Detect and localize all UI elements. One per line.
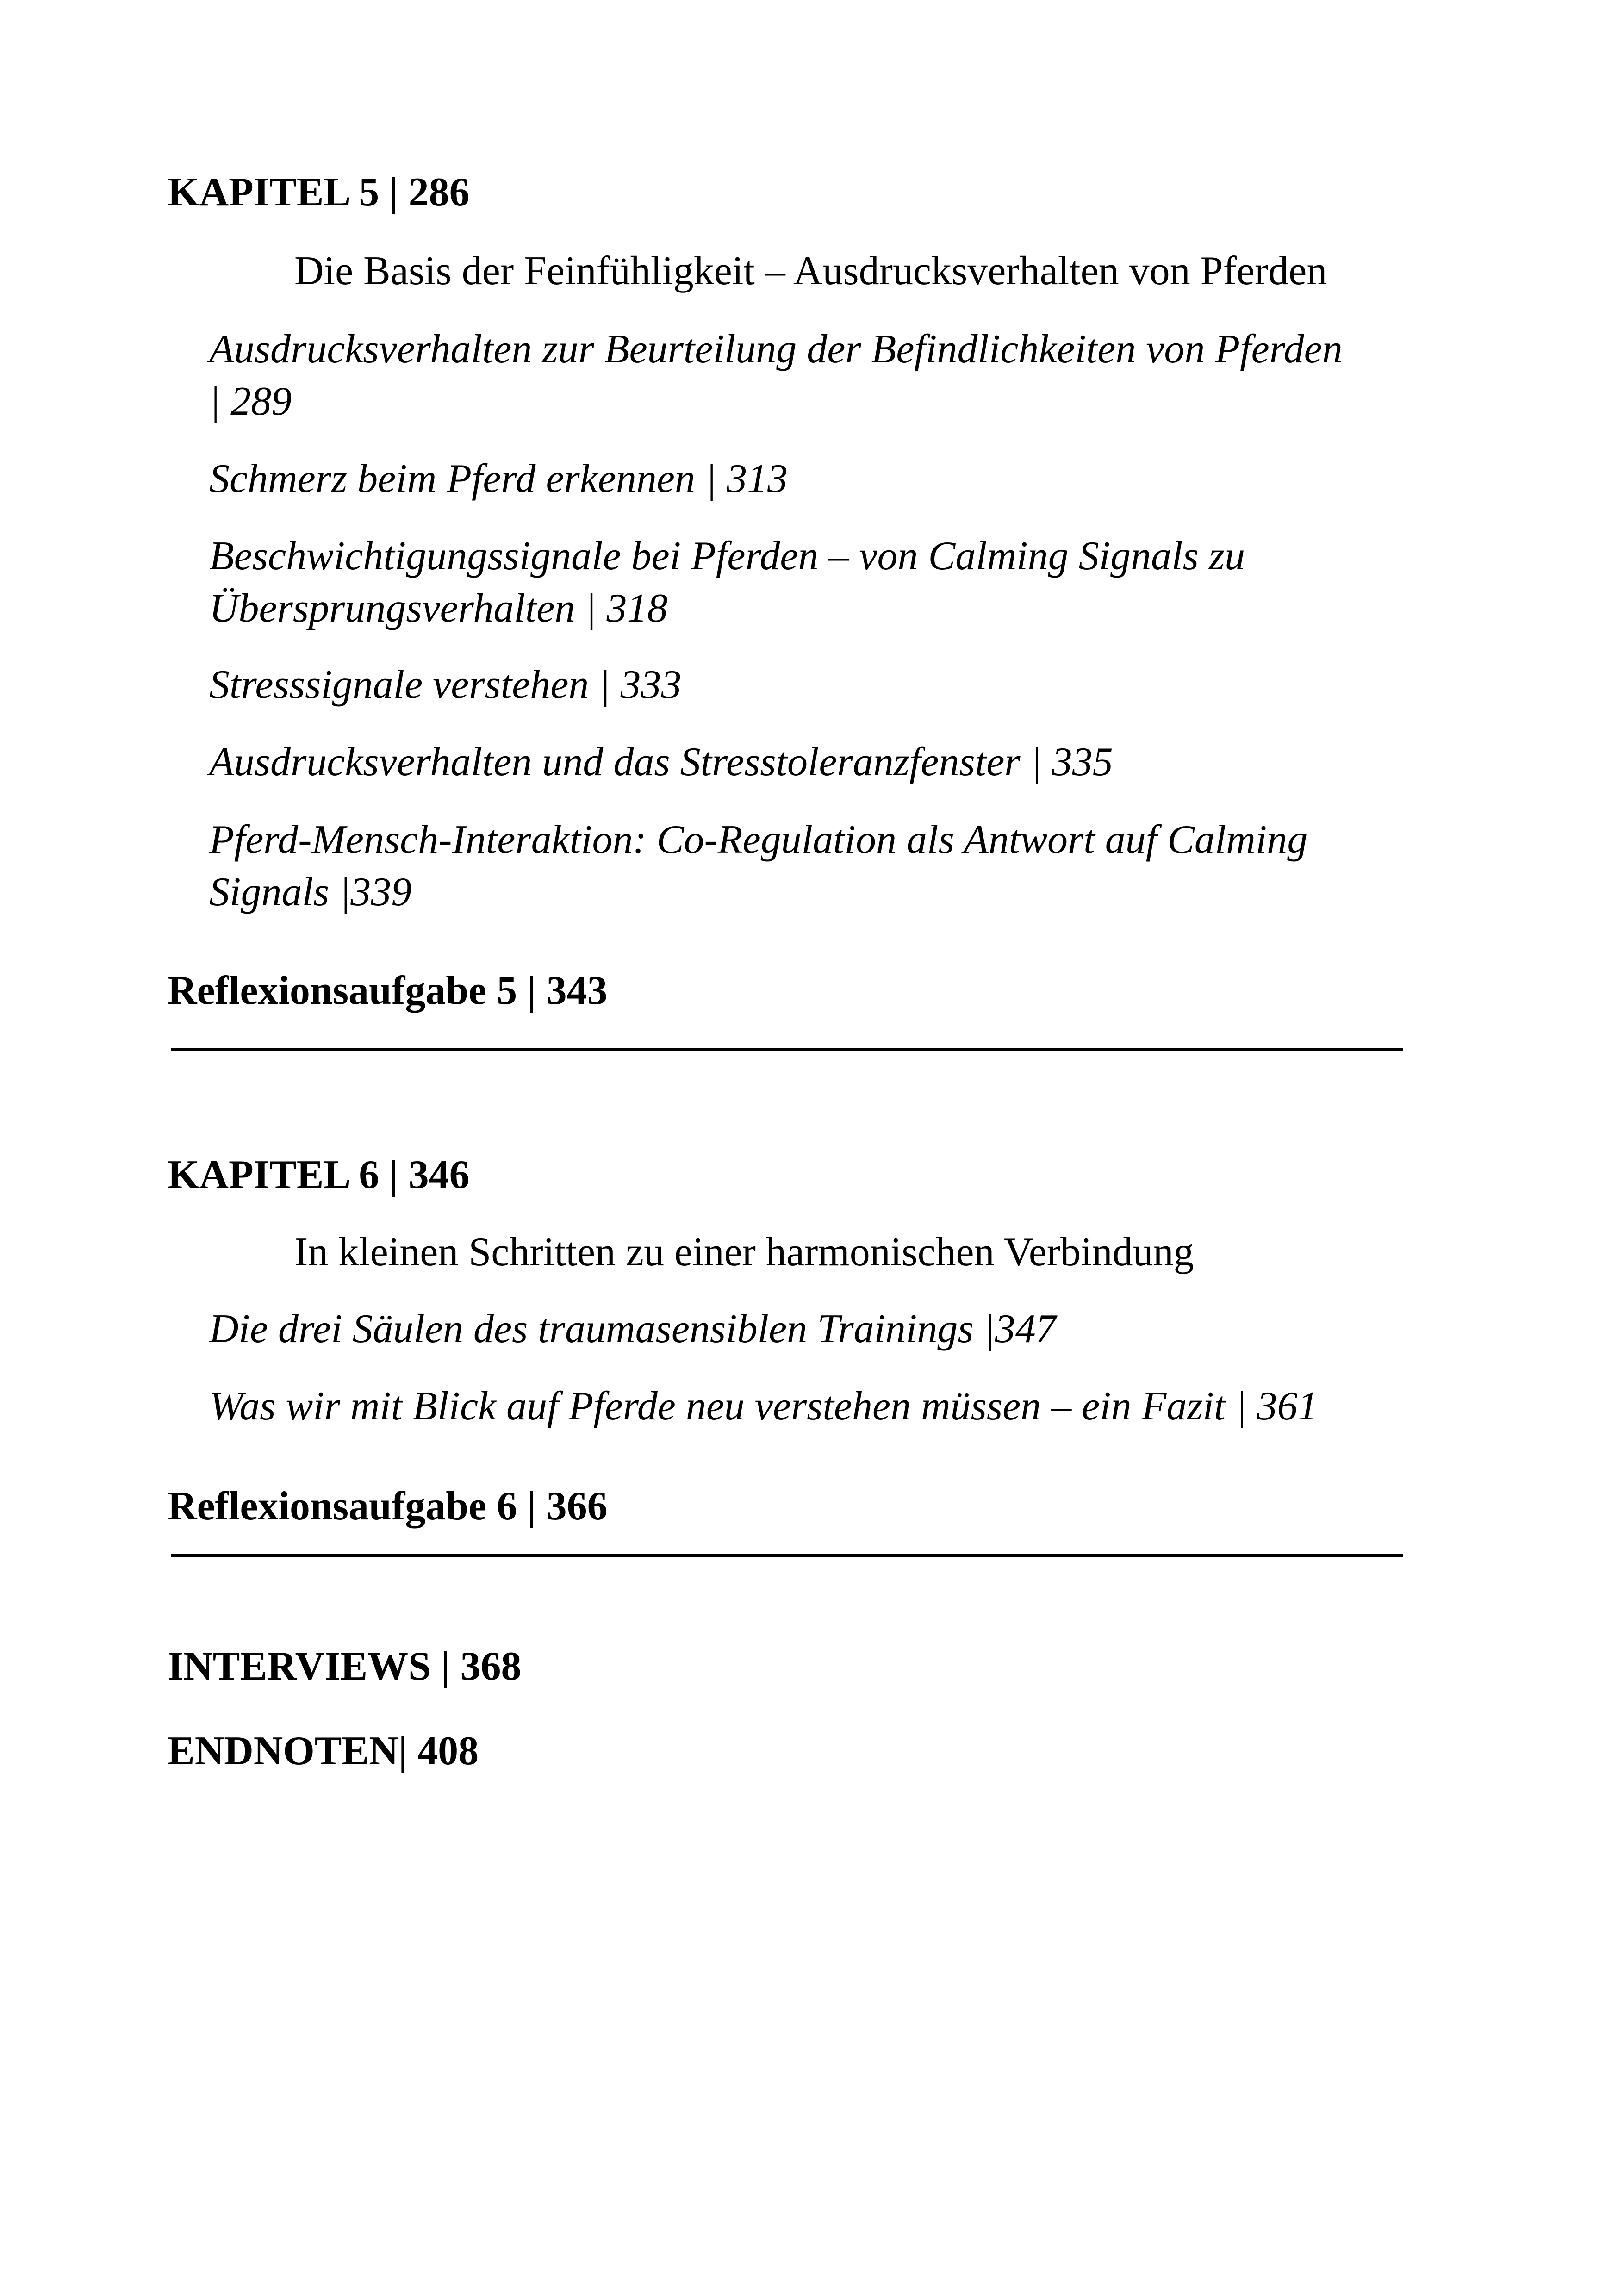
chapter-5-heading: KAPITEL 5 | 286 — [168, 170, 470, 215]
chapter-6-subtitle: In kleinen Schritten zu einer harmonischen Verbindung — [294, 1230, 1194, 1275]
section-divider — [171, 1048, 1403, 1051]
toc-entry: Pferd-Mensch-Interaktion: Co-Regulation als Antwort auf Calming — [209, 817, 1308, 862]
toc-entry: Beschwichtigungssignale bei Pferden – von Calming Signals zu — [209, 534, 1245, 579]
interviews-heading: INTERVIEWS | 368 — [168, 1644, 522, 1689]
toc-entry: Ausdrucksverhalten und das Stresstoleranzfenster | 335 — [209, 740, 1113, 784]
reflexion-6: Reflexionsaufgabe 6 | 366 — [168, 1484, 608, 1529]
toc-entry: Schmerz beim Pferd erkennen | 313 — [209, 456, 788, 501]
toc-entry: Ausdrucksverhalten zur Beurteilung der Befindlichkeiten von Pferden — [209, 327, 1343, 372]
toc-entry: Die drei Säulen des traumasensiblen Trainings |347 — [209, 1307, 1056, 1351]
chapter-6-heading: KAPITEL 6 | 346 — [168, 1152, 470, 1197]
toc-entry: | 289 — [209, 379, 292, 424]
toc-entry: Stresssignale verstehen | 333 — [209, 662, 682, 707]
reflexion-5: Reflexionsaufgabe 5 | 343 — [168, 968, 608, 1013]
toc-entry: Signals |339 — [209, 870, 412, 915]
toc-entry: Was wir mit Blick auf Pferde neu verstehen müssen – ein Fazit | 361 — [209, 1384, 1318, 1429]
endnoten-heading: ENDNOTEN| 408 — [168, 1729, 479, 1773]
chapter-5-subtitle: Die Basis der Feinfühligkeit – Ausdrucksverhalten von Pferden — [294, 249, 1327, 293]
toc-entry: Übersprungsverhalten | 318 — [209, 586, 668, 631]
section-divider — [171, 1554, 1403, 1557]
